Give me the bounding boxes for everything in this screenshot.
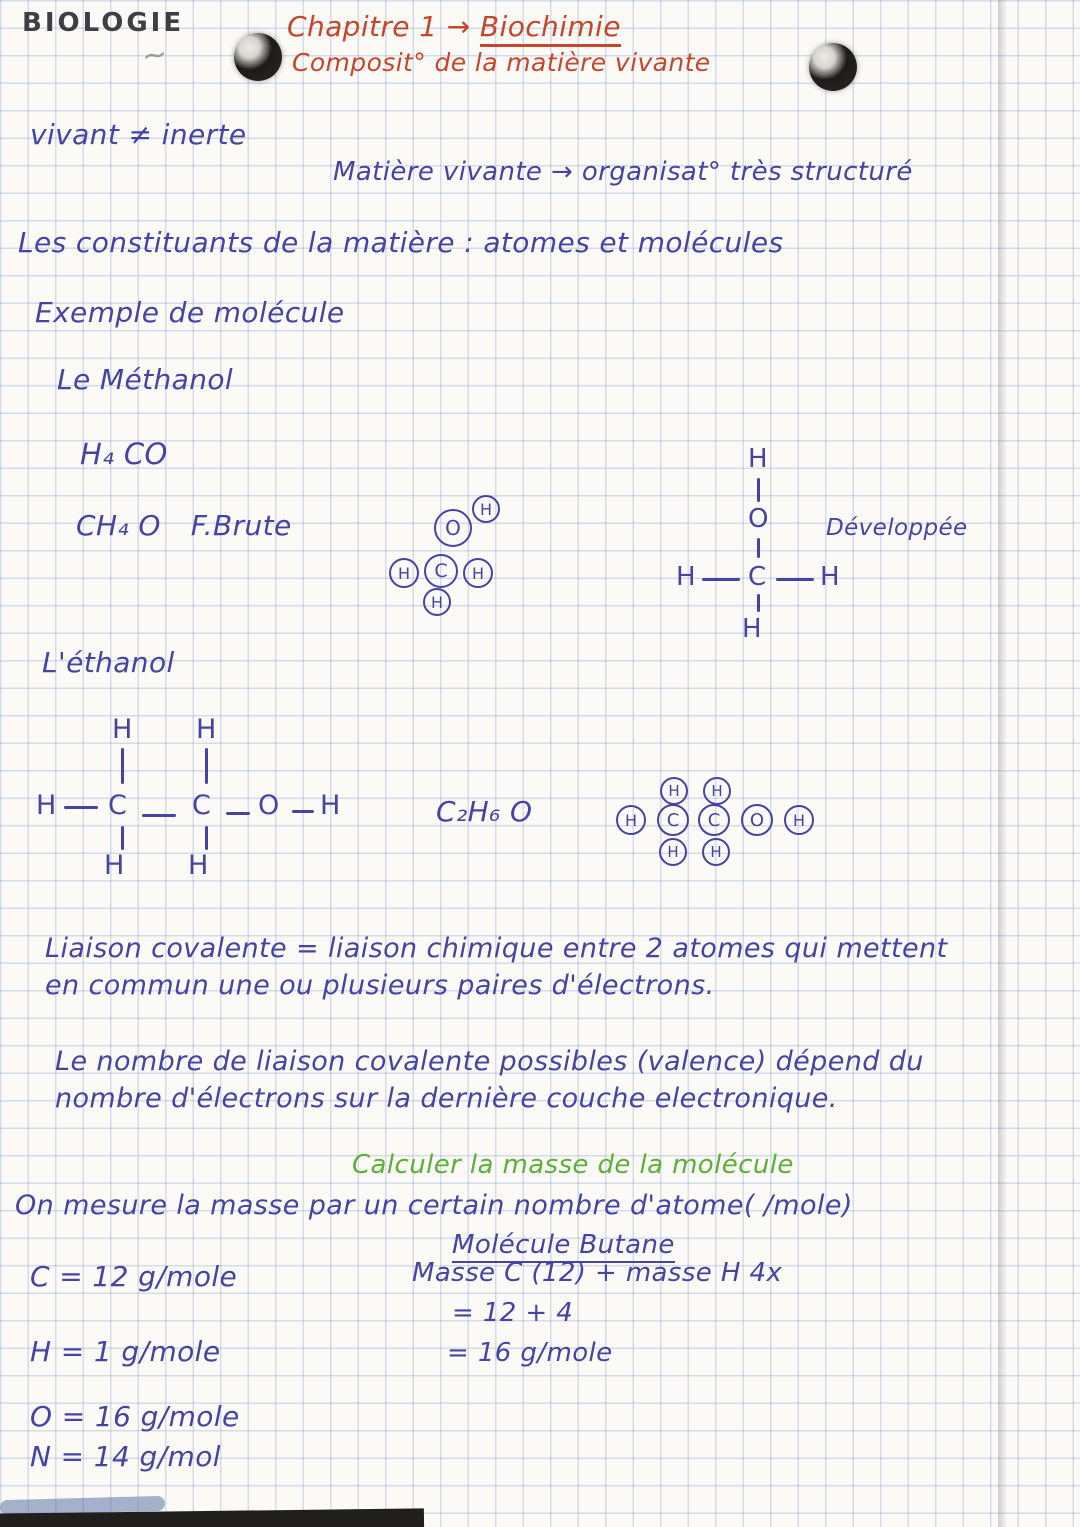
ethanol-lewis-c2-atom: C [698,804,730,836]
methanol-lewis-h-top-atom: H [472,495,500,523]
ethanol-str-h-left: H [36,790,57,821]
note-constituants: Les constituants de la matière : atomes et molécules [18,226,784,259]
methanol-raw-formula: H₄ CO [80,437,168,471]
mass-calc-line1: Masse C (12) + masse H 4x [412,1258,783,1288]
ethanol-lewis-h-bottom2-atom: H [702,838,730,866]
chapter-prefix: Chapitre 1 → [287,10,480,43]
ethanol-str-h-bottom2: H [188,850,209,881]
mass-calc-line3: = 16 g/mole [447,1338,613,1368]
bond-horizontal [292,810,314,813]
ethanol-lewis-o-atom: O [741,804,773,836]
methanol-dev-h-left: H [676,562,696,592]
bond-vertical [757,538,760,558]
methanol-lewis-h-left-atom: H [389,558,419,588]
methanol-title: Le Méthanol [57,363,234,396]
ethanol-str-o: O [258,790,280,821]
chapter-subtitle: Composit° de la matière vivante [292,48,711,77]
punch-hole-left [234,33,282,81]
bond-horizontal [226,812,250,815]
ethanol-str-c2: C [192,790,211,821]
ethanol-lewis-c1-atom: C [657,804,689,836]
methanol-developed-label: Développée [826,515,968,541]
mass-oxygen: O = 16 g/mole [30,1400,240,1433]
methanol-lewis-h-bottom-atom: H [423,588,451,616]
mass-calc-line2: = 12 + 4 [452,1298,574,1328]
methanol-dev-h-bottom: H [742,614,762,644]
mass-nitrogen: N = 14 g/mol [30,1440,221,1473]
bond-vertical [121,748,124,784]
chapter-heading [287,10,621,43]
bond-vertical [757,594,760,612]
page-edge-shadow [998,0,1007,1527]
ethanol-lewis-h-top1-atom: H [660,777,688,805]
mass-hydrogen: H = 1 g/mole [30,1335,221,1368]
bond-horizontal [142,814,176,817]
mass-carbon: C = 12 g/mole [30,1260,238,1293]
methanol-dev-o: O [748,504,769,534]
ethanol-str-h-right: H [320,790,341,821]
methanol-dev-h-top: H [748,444,768,474]
chapter-topic: Biochimie [480,10,621,47]
ethanol-lewis-h-bottom1-atom: H [659,838,687,866]
note-matiere-vivante: Matière vivante → organisat° très structuré [333,157,913,187]
methanol-brute-formula-line [76,509,292,542]
covalent-paragraph-line2: en commun une ou plusieurs paires d'électrons. [45,970,715,1001]
note-exemple-molecule: Exemple de molécule [35,296,345,329]
methanol-dev-h-right: H [820,562,840,592]
mass-section-heading: Calculer la masse de la molécule [352,1150,794,1180]
ethanol-title: L'éthanol [42,646,175,679]
covalent-paragraph-line1: Liaison covalente = liaison chimique entre 2 atomes qui mettent [45,933,948,964]
methanol-brute-formula: CH₄ O [76,509,161,542]
bond-vertical [205,826,208,850]
bond-vertical [121,826,124,850]
ethanol-str-h-top2: H [196,714,217,745]
bond-horizontal [776,578,814,581]
bond-horizontal [702,578,740,581]
methanol-lewis-h-right-atom: H [463,558,493,588]
methanol-lewis-c-atom: C [424,554,458,588]
ethanol-str-c1: C [108,790,127,821]
bond-vertical [205,748,208,784]
valence-paragraph-line2: nombre d'électrons sur la dernière couche electronique. [55,1083,838,1114]
ethanol-lewis-h-top2-atom: H [703,777,731,805]
mass-intro: On mesure la masse par un certain nombre d'atome( /mole) [15,1190,853,1221]
pencil-squiggle: ~ [139,36,170,75]
methanol-lewis-o-atom: O [434,509,472,547]
ethanol-lewis-h-right-atom: H [784,805,814,835]
punch-hole-right [809,43,857,91]
bond-horizontal [64,806,98,809]
valence-paragraph-line1: Le nombre de liaison covalente possibles (valence) dépend du [55,1046,924,1077]
course-title: BIOLOGIE [22,8,185,38]
ethanol-str-h-top1: H [112,714,133,745]
ethanol-str-h-bottom1: H [104,850,125,881]
ethanol-lewis-h-left-atom: H [616,805,646,835]
ethanol-formula: C₂H₆ O [436,795,533,828]
mass-molecule-name: Molécule Butane [452,1230,675,1263]
note-vivant-inerte: vivant ≠ inerte [30,118,247,151]
methanol-dev-c: C [748,562,767,592]
methanol-brute-label: F.Brute [190,509,292,542]
bond-vertical [757,478,760,502]
